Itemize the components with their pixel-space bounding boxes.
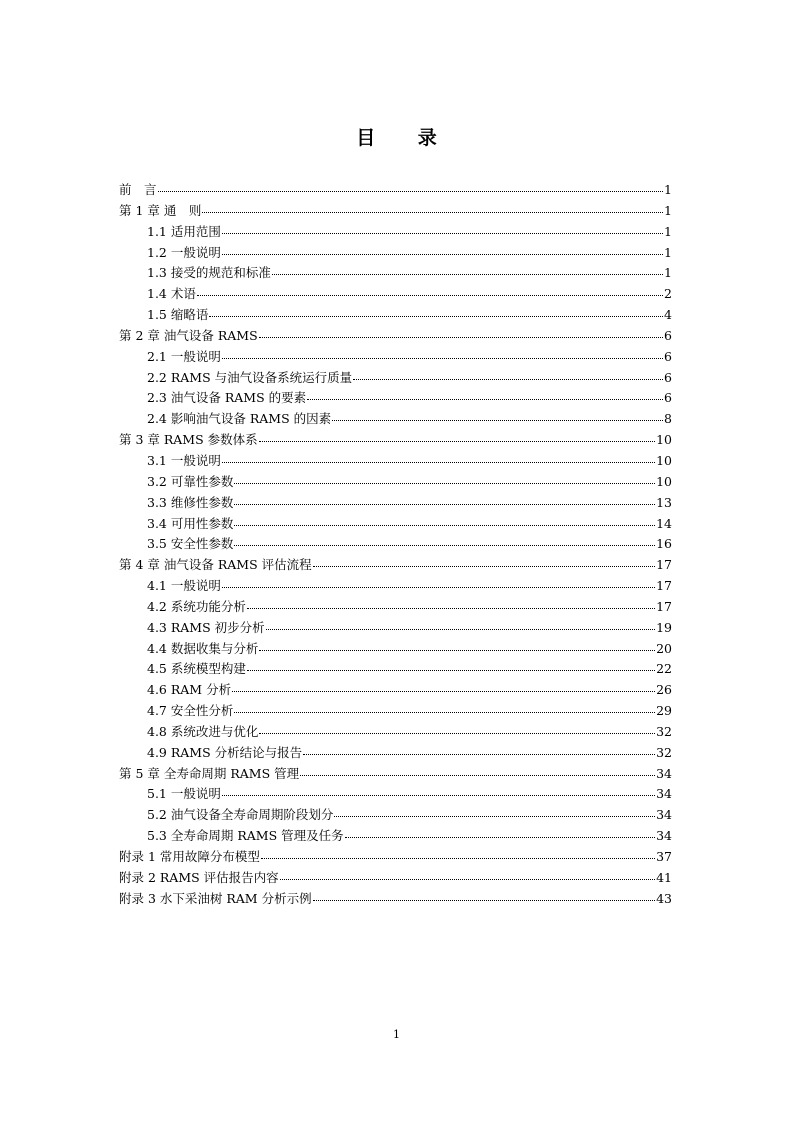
toc-entry-label: 4.9 RAMS 分析结论与报告 [147, 744, 303, 760]
toc-entry-page: 1 [664, 182, 672, 197]
toc-entry[interactable] [119, 722, 672, 743]
toc-entry-label: 第 1 章 通 则 [119, 202, 202, 218]
toc-entry[interactable] [119, 409, 672, 430]
toc-entry[interactable] [119, 534, 672, 555]
toc-entry[interactable] [119, 826, 672, 847]
toc-dot-leader [222, 461, 655, 463]
toc-entry-page: 17 [656, 598, 672, 614]
toc-entry-label: 4.5 系统模型构建 [147, 661, 246, 677]
toc-entry-label: 第 3 章 RAMS 参数体系 [119, 432, 258, 448]
toc-dot-leader [259, 732, 655, 734]
toc-dot-leader [234, 544, 655, 546]
toc-entry-label: 2.4 影响油气设备 RAMS 的因素 [147, 411, 332, 427]
toc-entry[interactable] [119, 680, 672, 701]
toc-dot-leader [345, 836, 655, 838]
toc-entry-page: 6 [664, 369, 672, 385]
toc-entry-page: 41 [656, 869, 672, 885]
toc-entry-label: 1.4 术语 [147, 286, 196, 302]
toc-entry-label: 3.5 安全性参数 [147, 536, 234, 552]
toc-title: 目 录 [356, 127, 455, 149]
toc-entry-page: 10 [656, 432, 672, 448]
toc-entry-label: 附录 1 常用故障分布模型 [119, 849, 260, 864]
toc-dot-leader [247, 607, 655, 609]
toc-entry-page: 17 [656, 557, 672, 573]
toc-entry-page: 34 [656, 786, 672, 802]
toc-entry[interactable] [119, 472, 672, 493]
toc-entry[interactable] [119, 514, 672, 535]
toc-dot-leader [234, 711, 655, 713]
toc-dot-leader [313, 565, 655, 567]
toc-entry-label: 附录 3 水下采油树 RAM 分析示例 [119, 890, 312, 906]
toc-dot-leader [222, 232, 663, 234]
toc-entry[interactable] [119, 889, 672, 910]
toc-entry[interactable] [119, 639, 672, 660]
toc-dot-leader [222, 794, 655, 796]
toc-entry-page: 6 [664, 348, 672, 364]
toc-entry-page: 43 [656, 890, 672, 906]
toc-entry[interactable] [119, 284, 672, 305]
toc-entry-page: 19 [656, 619, 672, 635]
toc-entry-page: 6 [664, 390, 672, 406]
toc-dot-leader [202, 211, 663, 213]
toc-entry[interactable] [119, 326, 672, 347]
toc-entry[interactable] [119, 201, 672, 222]
toc-entry[interactable] [119, 784, 672, 805]
toc-entry-page: 17 [656, 578, 672, 594]
toc-dot-leader [222, 357, 663, 359]
toc-dot-leader [259, 440, 655, 442]
toc-entry[interactable] [119, 847, 672, 868]
toc-entry[interactable] [119, 368, 672, 389]
toc-entry-page: 29 [656, 703, 672, 719]
toc-entry-page: 1 [664, 244, 672, 260]
toc-entry-page: 37 [656, 849, 672, 864]
toc-entry-label: 5.3 全寿命周期 RAMS 管理及任务 [147, 828, 344, 844]
toc-entry-label: 3.1 一般说明 [147, 452, 221, 468]
toc-entry-label: 第 2 章 油气设备 RAMS [119, 327, 258, 343]
toc-entry[interactable] [119, 347, 672, 368]
toc-entry[interactable] [119, 430, 672, 451]
toc-entry[interactable] [119, 659, 672, 680]
toc-entry-label: 2.2 RAMS 与油气设备系统运行质量 [147, 369, 353, 385]
toc-entry-label: 3.3 维修性参数 [147, 494, 234, 510]
toc-entry[interactable] [119, 263, 672, 284]
toc-dot-leader [234, 524, 655, 526]
toc-entry-page: 1 [664, 202, 672, 218]
toc-entry-page: 8 [664, 411, 672, 427]
toc-entry-page: 22 [656, 661, 672, 677]
toc-dot-leader [158, 190, 664, 192]
toc-entry-label: 4.1 一般说明 [147, 578, 221, 594]
toc-dot-leader [261, 857, 655, 859]
toc-entry[interactable] [119, 451, 672, 472]
toc-entry-page: 20 [656, 640, 672, 656]
toc-entry[interactable] [119, 305, 672, 326]
toc-entry-page: 34 [656, 828, 672, 844]
toc-entry-page: 13 [656, 494, 672, 510]
toc-entry-page: 1 [664, 223, 672, 239]
toc-dot-leader [232, 690, 655, 692]
toc-entry-label: 5.2 油气设备全寿命周期阶段划分 [147, 807, 334, 823]
toc-dot-leader [247, 669, 655, 671]
toc-entry-page: 34 [656, 807, 672, 823]
toc-entry-label: 4.8 系统改进与优化 [147, 723, 259, 739]
toc-entry-label: 附录 2 RAMS 评估报告内容 [119, 869, 279, 885]
toc-dot-leader [300, 774, 655, 776]
toc-entry-label: 4.6 RAM 分析 [147, 682, 232, 698]
toc-dot-leader [303, 753, 655, 755]
toc-entry[interactable] [119, 388, 672, 409]
toc-entry-page: 2 [664, 286, 672, 302]
toc-dot-leader [222, 253, 663, 255]
toc-dot-leader [259, 649, 655, 651]
toc-entry-page: 32 [656, 723, 672, 739]
toc-entry[interactable] [119, 805, 672, 826]
toc-entry-page: 32 [656, 744, 672, 760]
toc-entry[interactable] [119, 243, 672, 264]
toc-entry-label: 4.2 系统功能分析 [147, 598, 246, 614]
toc-entry[interactable] [119, 701, 672, 722]
page-number: 1 [393, 1028, 400, 1041]
toc-entry-label: 4.4 数据收集与分析 [147, 640, 259, 656]
toc-entry[interactable] [119, 764, 672, 785]
toc-entry-label: 前 言 [119, 182, 157, 197]
toc-entry-label: 4.3 RAMS 初步分析 [147, 619, 265, 635]
toc-dot-leader [209, 315, 663, 317]
toc-entry-label: 4.7 安全性分析 [147, 703, 234, 719]
toc-entry-label: 第 5 章 全寿命周期 RAMS 管理 [119, 765, 300, 781]
toc-entry-page: 16 [656, 536, 672, 552]
toc-dot-leader [334, 815, 655, 817]
toc-entry-label: 3.2 可靠性参数 [147, 473, 234, 489]
toc-entry-label: 1.2 一般说明 [147, 244, 221, 260]
table-of-contents [119, 180, 672, 910]
toc-entry-label: 1.3 接受的规范和标准 [147, 265, 271, 281]
toc-entry-page: 4 [664, 307, 672, 323]
toc-dot-leader [222, 586, 655, 588]
toc-dot-leader [313, 899, 656, 901]
toc-entry[interactable] [119, 493, 672, 514]
toc-entry-page: 14 [656, 515, 672, 531]
toc-entry-page: 26 [656, 682, 672, 698]
toc-entry-label: 3.4 可用性参数 [147, 515, 234, 531]
toc-entry[interactable] [119, 576, 672, 597]
toc-dot-leader [272, 273, 663, 275]
toc-entry[interactable] [119, 180, 672, 201]
toc-dot-leader [353, 378, 663, 380]
toc-dot-leader [259, 336, 663, 338]
toc-entry-page: 1 [664, 265, 672, 281]
toc-entry[interactable] [119, 743, 672, 764]
toc-entry-label: 2.3 油气设备 RAMS 的要素 [147, 390, 307, 406]
toc-entry[interactable] [119, 597, 672, 618]
toc-entry-label: 2.1 一般说明 [147, 348, 221, 364]
toc-dot-leader [307, 398, 663, 400]
toc-dot-leader [197, 294, 663, 296]
toc-dot-leader [332, 419, 663, 421]
toc-entry[interactable] [119, 618, 672, 639]
toc-entry-label: 5.1 一般说明 [147, 786, 221, 802]
toc-entry[interactable] [119, 868, 672, 889]
toc-entry-page: 6 [664, 327, 672, 343]
toc-dot-leader [234, 503, 655, 505]
toc-entry-label: 1.1 适用范围 [147, 223, 221, 239]
toc-dot-leader [280, 878, 655, 880]
toc-entry-label: 第 4 章 油气设备 RAMS 评估流程 [119, 557, 312, 573]
toc-entry-page: 34 [656, 765, 672, 781]
toc-entry-label: 1.5 缩略语 [147, 307, 209, 323]
toc-dot-leader [234, 482, 655, 484]
toc-entry[interactable] [119, 222, 672, 243]
toc-entry-page: 10 [656, 473, 672, 489]
toc-dot-leader [266, 628, 655, 630]
toc-entry-page: 10 [656, 452, 672, 468]
toc-entry[interactable] [119, 555, 672, 576]
